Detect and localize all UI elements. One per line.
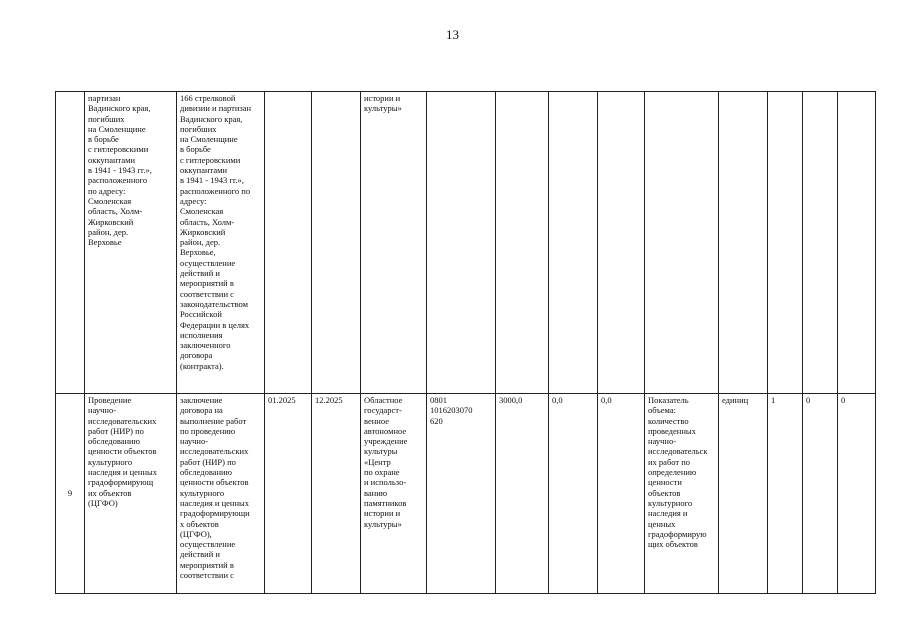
value-cell-1: 1	[768, 394, 803, 594]
row-number-cell: 9	[56, 394, 85, 594]
activity-name-cell: партизан Вадинского края, погибших на Смоленщине в борьбе с гитлеровскими оккупантами в 1941 - 1943 гг.», расположенного по адресу: Смоленская область, Холм- Жирковский район, дер. Верховье	[85, 92, 177, 394]
activity-description-cell: заключение договора на выполнение работ по проведению научно- исследовательских работ (НИР) по обследованию ценности объектов культурного наследия и ценных градоформирующи х объектов (ЦГФО), осуществление действий и мероприятий в соответствии с	[177, 394, 265, 594]
value-cell-3	[838, 92, 876, 394]
amount-cell-3	[598, 92, 645, 394]
end-date-cell	[312, 92, 361, 394]
table-row	[56, 394, 876, 594]
unit-cell	[719, 92, 768, 394]
budget-code-cell	[427, 92, 496, 394]
table-row	[56, 92, 876, 394]
page-number: 13	[446, 27, 459, 42]
executor-cell: истории и культуры»	[361, 92, 427, 394]
amount-cell-2: 0,0	[549, 394, 598, 594]
amount-cell-1	[496, 92, 549, 394]
unit-cell: единиц	[719, 394, 768, 594]
start-date-cell: 01.2025	[265, 394, 312, 594]
value-cell-1	[768, 92, 803, 394]
activity-name-cell: Проведение научно- исследовательских работ (НИР) по обследованию ценности объектов культурного наследия и ценных градоформирующ их объектов (ЦГФО)	[85, 394, 177, 594]
executor-cell: Областное государст- венное автономное учреждение культуры «Центр по охране и использо- ванию памятников истории и культуры»	[361, 394, 427, 594]
indicator-cell	[645, 92, 719, 394]
row-number-cell	[56, 92, 85, 394]
program-table	[55, 91, 876, 594]
amount-cell-2	[549, 92, 598, 394]
amount-cell-3: 0,0	[598, 394, 645, 594]
value-cell-3: 0	[838, 394, 876, 594]
activity-description-cell: 166 стрелковой дивизии и партизан Вадинского края, погибших на Смоленщине в борьбе с гитлеровскими оккупантами в 1941 - 1943 гг.», расположенного по адресу: Смоленская область, Холм- Жирковский район, дер. Верховье, осуществление действий и мероприятий в соответствии с законодательством Российской Федерации в целях исполнения заключенного договора (контракта).	[177, 92, 265, 394]
value-cell-2: 0	[803, 394, 838, 594]
indicator-cell: Показатель объема: количество проведенных научно- исследовательск их работ по определению ценности объектов культурного наследия и ценных градоформирую щих объектов	[645, 394, 719, 594]
start-date-cell	[265, 92, 312, 394]
end-date-cell: 12.2025	[312, 394, 361, 594]
amount-cell-1: 3000,0	[496, 394, 549, 594]
budget-code-cell: 0801 1016203070 620	[427, 394, 496, 594]
value-cell-2	[803, 92, 838, 394]
